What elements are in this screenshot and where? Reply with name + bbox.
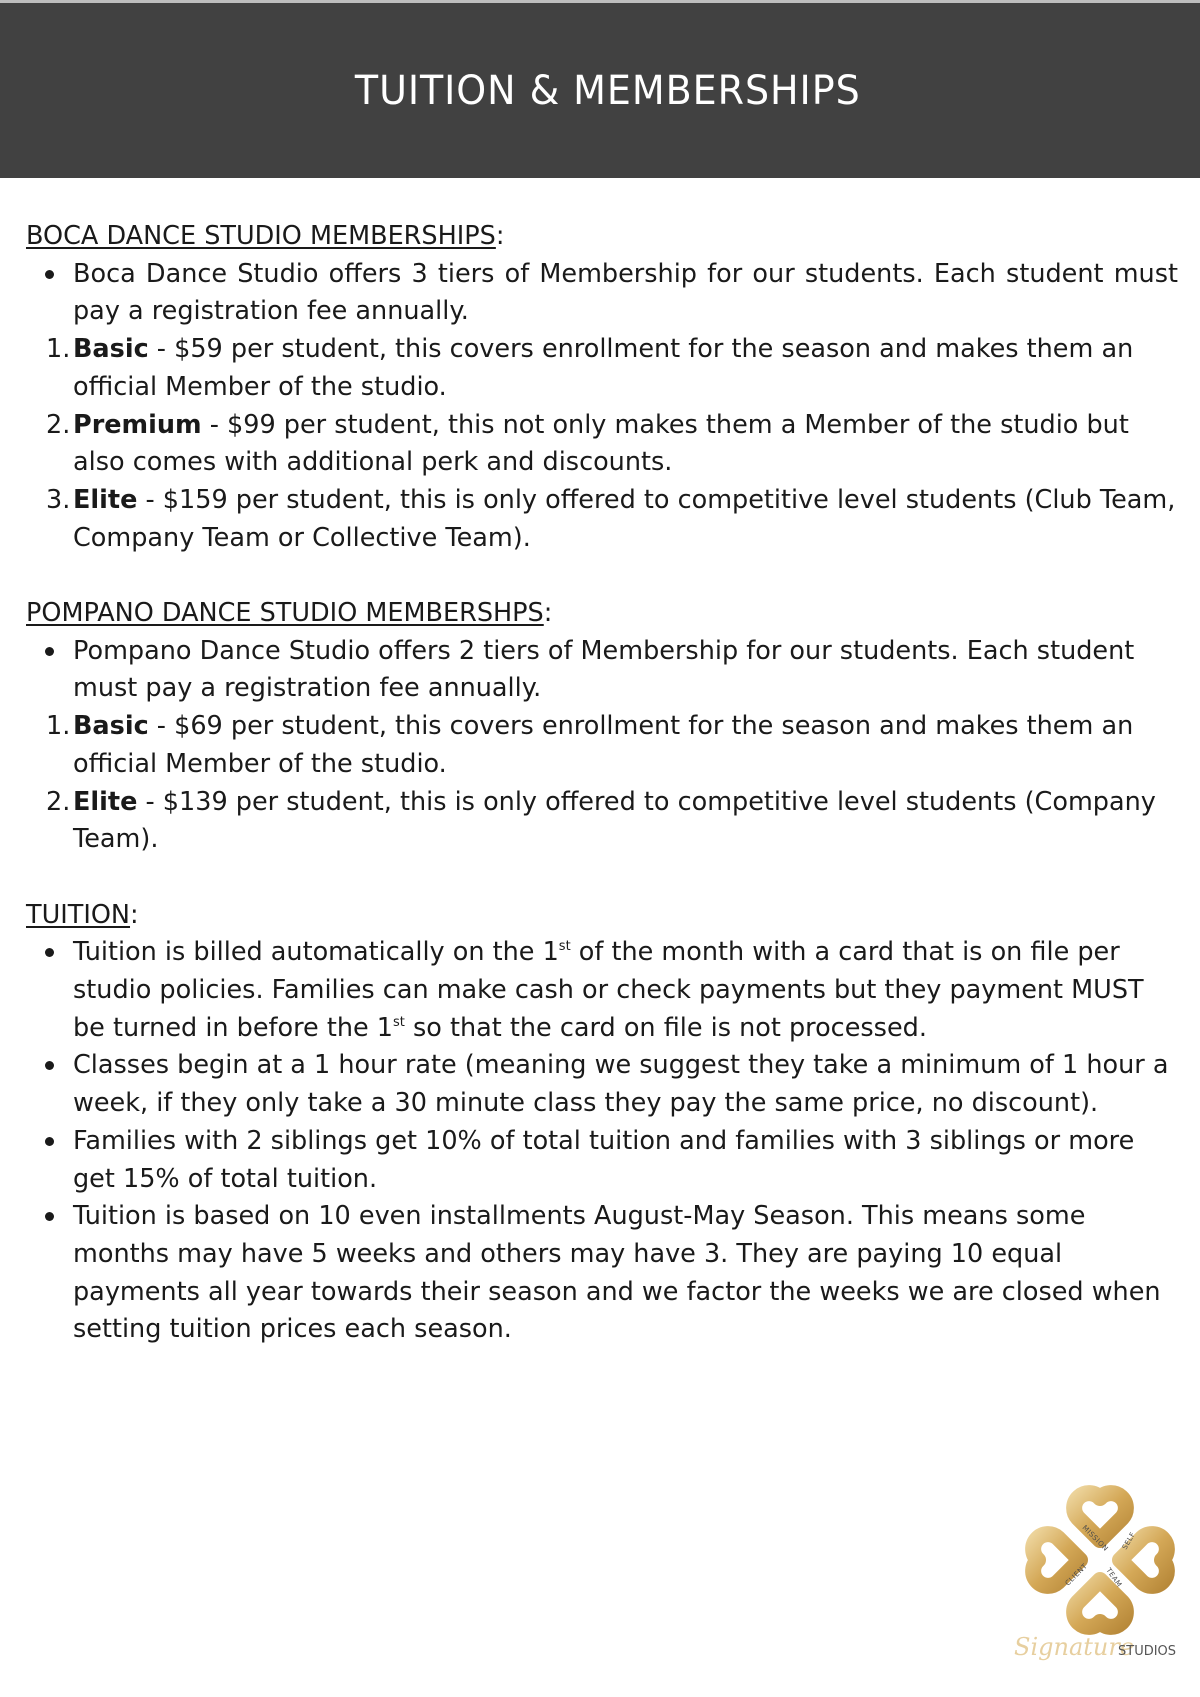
tier-name: Elite	[73, 786, 138, 817]
list-number: 1.	[46, 711, 71, 742]
bullet-icon	[45, 948, 54, 957]
logo-script-text: Signature	[1014, 1633, 1135, 1661]
bullet-text: Pompano Dance Studio offers 2 tiers of Membership for our students. Each student must pay a registration fee annually.	[73, 635, 1135, 704]
tuition-billing-bullet	[26, 934, 1178, 1047]
list-number: 2.	[46, 409, 71, 440]
tier-details: - $99 per student, this not only makes them a Member of the studio but also comes with additional perk and discounts.	[73, 409, 1129, 478]
bullet-icon	[45, 1061, 54, 1070]
logo-word-mission: MISSION	[1080, 1523, 1110, 1553]
boca-tier-elite	[26, 482, 1178, 557]
ordinal-suffix: st	[393, 1014, 405, 1030]
bullet-icon	[45, 647, 54, 656]
signature-studios-logo	[1010, 1470, 1190, 1690]
bullet-text: Classes begin at a 1 hour rate (meaning we suggest they take a minimum of 1 hour a week, if they only take a 30 minute class they pay the same price, no discount).	[73, 1050, 1169, 1119]
logo-brand-text: STUDIOS	[1118, 1644, 1177, 1659]
boca-tier-premium	[26, 407, 1178, 482]
boca-memberships-section	[26, 218, 1178, 557]
bullet-icon	[45, 270, 54, 279]
list-number: 2.	[46, 786, 71, 817]
heading-text: POMPANO DANCE STUDIO MEMBERSHPS	[26, 598, 544, 629]
heading-text: TUITION	[26, 899, 131, 930]
boca-intro-bullet	[26, 256, 1178, 331]
heading-colon: :	[543, 598, 553, 629]
logo-word-self: SELF	[1120, 1530, 1138, 1551]
heading-text: BOCA DANCE STUDIO MEMBERSHIPS	[26, 221, 496, 251]
tier-details: - $159 per student, this is only offered to competitive level students (Club Team, Company Team or Collective Team).	[73, 484, 1176, 553]
boca-tier-basic	[26, 331, 1178, 406]
tier-details: - $69 per student, this covers enrollment for the season and makes them an official Member of the studio.	[73, 711, 1134, 779]
heading-colon: :	[130, 899, 139, 930]
tier-name: Basic	[73, 334, 149, 365]
tier-name: Elite	[73, 484, 138, 515]
pompano-intro-bullet	[26, 633, 1178, 708]
logo-word-client: CLIENT	[1063, 1562, 1090, 1588]
tuition-sibling-discount-bullet	[26, 1123, 1178, 1198]
bullet-text-part: of the month with a card that is on file per studio policies. Families can make cash or check payments but they payment MUST be turned in before the 1	[73, 937, 1144, 1043]
section-heading-tuition	[26, 897, 1178, 935]
bullet-text-part: so that the card on file is not processed.	[404, 1012, 927, 1043]
bullet-text-part: Tuition is billed automatically on the 1	[73, 937, 559, 968]
tuition-class-rate-bullet	[26, 1047, 1178, 1122]
logo-word-team: TEAM	[1104, 1566, 1124, 1589]
bullet-icon	[45, 1137, 54, 1146]
tier-name: Premium	[73, 409, 202, 440]
tier-name: Basic	[73, 711, 149, 742]
section-heading-boca	[26, 218, 1178, 256]
pompano-tier-elite	[26, 784, 1178, 859]
ordinal-suffix: st	[558, 939, 571, 955]
heart-knot-logo-icon	[1010, 1470, 1190, 1690]
pompano-memberships-section	[26, 595, 1178, 859]
page-title: TUITION & MEMBERSHIPS	[354, 67, 861, 114]
bullet-text: Families with 2 siblings get 10% of total tuition and families with 3 siblings or more get 15% of total tuition.	[73, 1125, 1135, 1194]
bullet-text: Boca Dance Studio offers 3 tiers of Membership for our students. Each student must pay a registration fee annually.	[73, 258, 1178, 327]
list-number: 1.	[46, 334, 71, 365]
list-number: 3.	[46, 484, 71, 515]
tuition-section	[26, 897, 1178, 1349]
tier-details: - $139 per student, this is only offered to competitive level students (Company Team).	[73, 786, 1156, 855]
bullet-icon	[45, 1212, 54, 1221]
document-body	[26, 218, 1178, 1387]
section-heading-pompano	[26, 595, 1178, 633]
header-banner	[0, 3, 1200, 178]
pompano-tier-basic	[26, 708, 1178, 783]
tier-details: - $59 per student, this covers enrollment for the season and makes them an official Member of the studio.	[73, 334, 1134, 402]
bullet-text: Tuition is based on 10 even installments August-May Season. This means some months may have 5 weeks and others may have 3. They are paying 10 equal payments all year towards their season and we factor the weeks we are closed when setting tuition prices each season.	[73, 1201, 1161, 1345]
heading-colon: :	[495, 221, 505, 251]
tuition-installments-bullet	[26, 1198, 1178, 1349]
